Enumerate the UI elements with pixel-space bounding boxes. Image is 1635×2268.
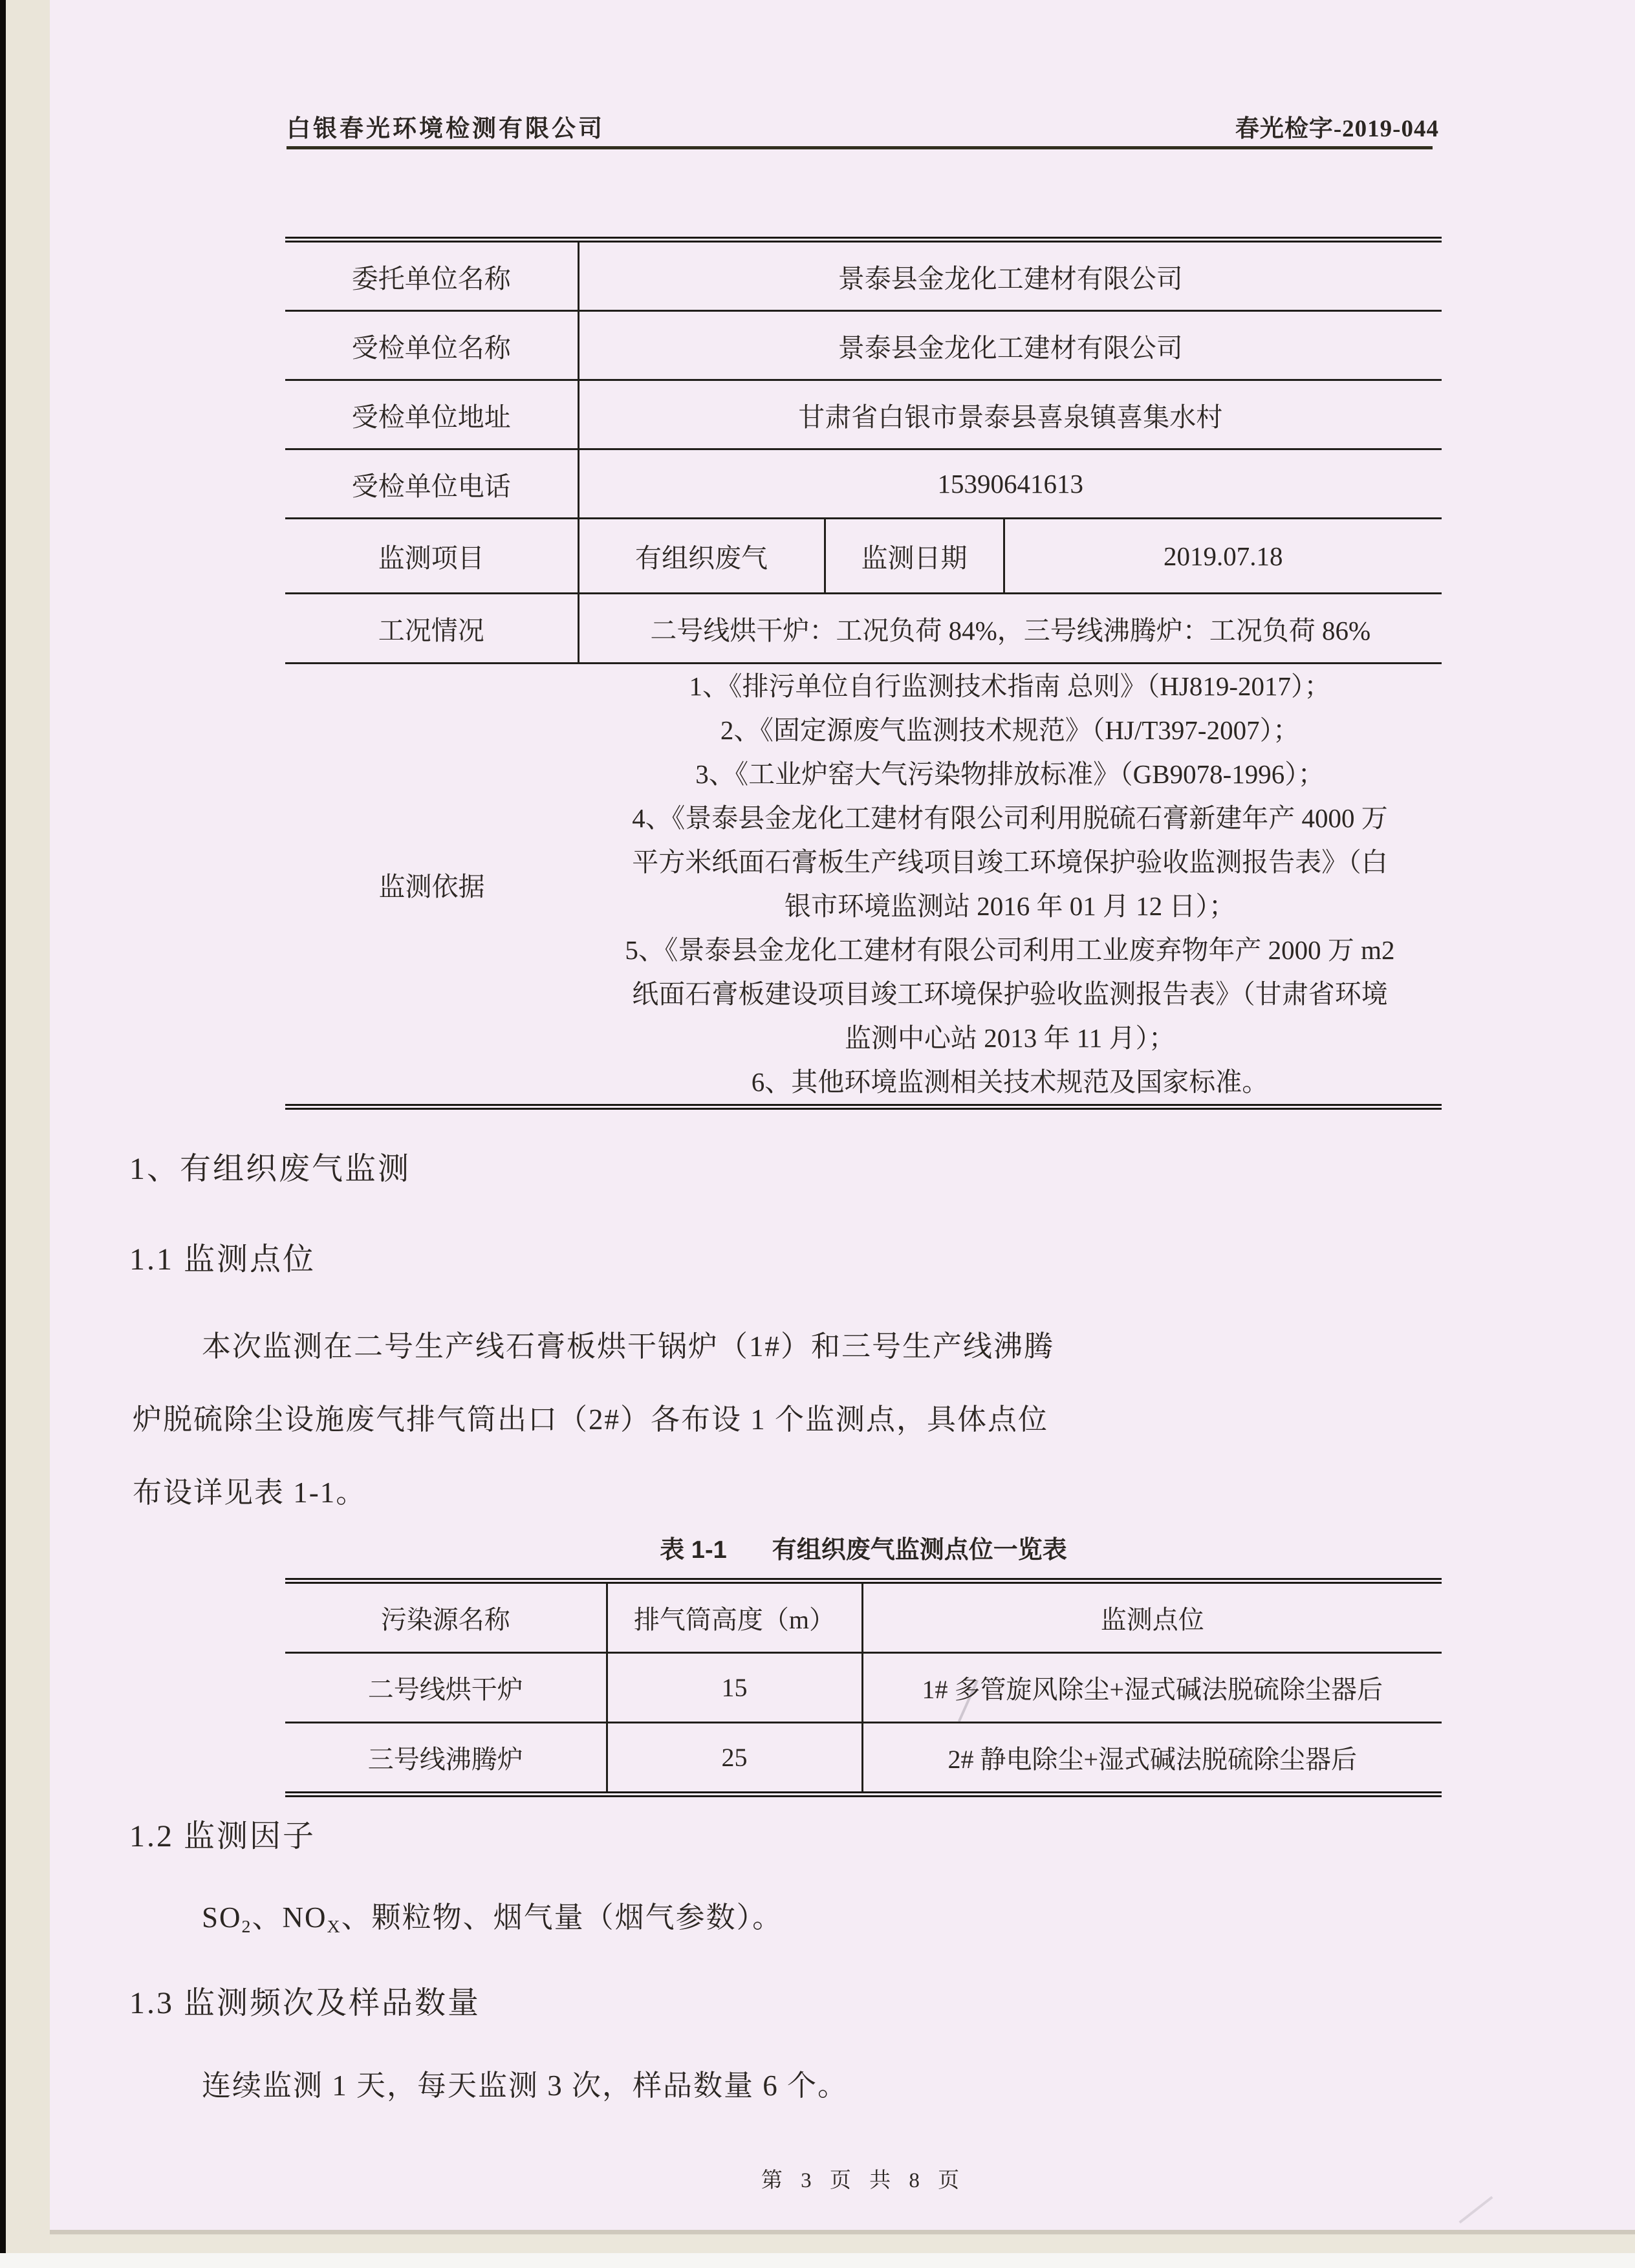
monitoring-points-table <box>285 1578 1442 1797</box>
condition-value: 二号线烘干炉：工况负荷 84%，三号线沸腾炉：工况负荷 86% <box>578 594 1442 664</box>
basis-line: 监测中心站 2013 年 11 月）； <box>845 1023 1175 1053</box>
paragraph-line: 炉脱硫除尘设施废气排气筒出口（2#）各布设 1 个监测点，具体点位 <box>133 1403 1049 1436</box>
column-header: 污染源名称 <box>285 1581 607 1653</box>
stack-height: 25 <box>607 1723 862 1795</box>
project-value: 有组织废气 <box>578 519 825 594</box>
section-1-1-heading: 1.1 监测点位 <box>129 1242 316 1277</box>
factor-no-sub: X <box>327 1916 341 1937</box>
row-value: 15390641613 <box>578 449 1442 519</box>
table-1-1-caption-label: 表 1-1 <box>660 1537 727 1564</box>
basis-line: 银市环境监测站 2016 年 01 月 12 日）； <box>785 891 1235 921</box>
basis-line: 3、《工业炉窑大气污染物排放标准》（GB9078-1996）； <box>695 759 1325 789</box>
table-row <box>285 1653 1442 1723</box>
basis-line: 平方米纸面石膏板生产线项目竣工环境保护验收监测报告表》（白 <box>632 847 1388 877</box>
table-row <box>285 1723 1442 1795</box>
section-1-3-heading: 1.3 监测频次及样品数量 <box>129 1986 481 2020</box>
section-1-2-heading: 1.2 监测因子 <box>129 1819 316 1853</box>
monitoring-point: 1# 多管旋风除尘+湿式碱法脱硫除尘器后 <box>862 1653 1442 1723</box>
basis-line: 纸面石膏板建设项目竣工环境保护验收监测报告表》（甘肃省环境 <box>632 979 1388 1009</box>
factor-so-sub: 2 <box>241 1916 252 1937</box>
table-row-basis <box>285 664 1442 1107</box>
header-rule <box>287 146 1433 149</box>
row-label: 工况情况 <box>285 594 578 664</box>
table-row-condition <box>285 594 1442 664</box>
table-1-1-caption-title: 有组织废气监测点位一览表 <box>772 1537 1067 1564</box>
table-1-1-caption <box>285 1529 1442 1565</box>
basis-lines <box>578 664 1442 1107</box>
row-label: 委托单位名称 <box>285 240 578 311</box>
basis-line: 6、其他环境监测相关技术规范及国家标准。 <box>751 1067 1269 1097</box>
page-number: 第 3 页 共 8 页 <box>761 2169 966 2192</box>
factor-no: NO <box>282 1901 327 1934</box>
column-header: 排气筒高度（m） <box>607 1581 862 1653</box>
row-label: 监测项目 <box>285 519 578 594</box>
row-value: 甘肃省白银市景泰县喜泉镇喜集水村 <box>578 380 1442 449</box>
scan-bottom-paper-edge <box>50 2230 1635 2234</box>
stack-height: 15 <box>607 1653 862 1723</box>
table-row <box>285 449 1442 519</box>
paragraph-line: 本次监测在二号生产线石膏板烘干锅炉（1#）和三号生产线沸腾 <box>202 1330 1055 1363</box>
basis-line: 2、《固定源废气监测技术规范》（HJ/T397-2007）； <box>720 715 1300 745</box>
date-value: 2019.07.18 <box>1004 519 1442 594</box>
table-row <box>285 311 1442 380</box>
row-label: 受检单位名称 <box>285 311 578 380</box>
frequency-line: 连续监测 1 天，每天监测 3 次，样品数量 6 个。 <box>202 2069 849 2102</box>
date-label: 监测日期 <box>825 519 1004 594</box>
scan-left-paper-edge <box>6 0 50 2268</box>
table-row-project <box>285 519 1442 594</box>
factor-rest: 、颗粒物、烟气量（烟气参数）。 <box>341 1901 783 1934</box>
monitoring-point: 2# 静电除尘+湿式碱法脱硫除尘器后 <box>947 1745 1358 1774</box>
scan-left-black-edge <box>0 0 6 2268</box>
basis-line: 5、《景泰县金龙化工建材有限公司利用工业废弃物年产 2000 万 m2 <box>625 935 1395 965</box>
row-value: 景泰县金龙化工建材有限公司 <box>578 311 1442 380</box>
table-row <box>285 380 1442 449</box>
section-1-heading: 1、有组织废气监测 <box>129 1152 411 1186</box>
report-info-table <box>285 237 1442 1110</box>
row-value: 景泰县金龙化工建材有限公司 <box>578 240 1442 311</box>
row-label: 受检单位电话 <box>285 449 578 519</box>
monitoring-factors-line <box>202 1894 783 1936</box>
pollution-source: 三号线沸腾炉 <box>285 1723 607 1795</box>
column-header: 监测点位 <box>862 1581 1442 1653</box>
scan-bottom-band <box>50 2234 1635 2253</box>
table-row <box>285 240 1442 311</box>
row-label: 监测依据 <box>378 871 485 902</box>
row-label: 受检单位地址 <box>285 380 578 449</box>
basis-line: 4、《景泰县金龙化工建材有限公司利用脱硫石膏新建年产 4000 万 <box>632 803 1388 833</box>
paragraph-line: 布设详见表 1-1。 <box>133 1476 367 1509</box>
factor-so: SO <box>202 1901 242 1934</box>
lab-company-name: 白银春光环境检测有限公司 <box>287 116 605 142</box>
basis-line: 1、《排污单位自行监测技术指南 总则》（HJ819-2017）； <box>689 671 1331 701</box>
scan-bottom-white-band <box>0 2253 1635 2268</box>
table-header-row <box>285 1581 1442 1653</box>
document-number: 春光检字-2019-044 <box>1235 116 1439 142</box>
pollution-source: 二号线烘干炉 <box>285 1653 607 1723</box>
scan-scratch-mark <box>1459 2196 1493 2224</box>
factor-sep: 、 <box>252 1901 283 1934</box>
